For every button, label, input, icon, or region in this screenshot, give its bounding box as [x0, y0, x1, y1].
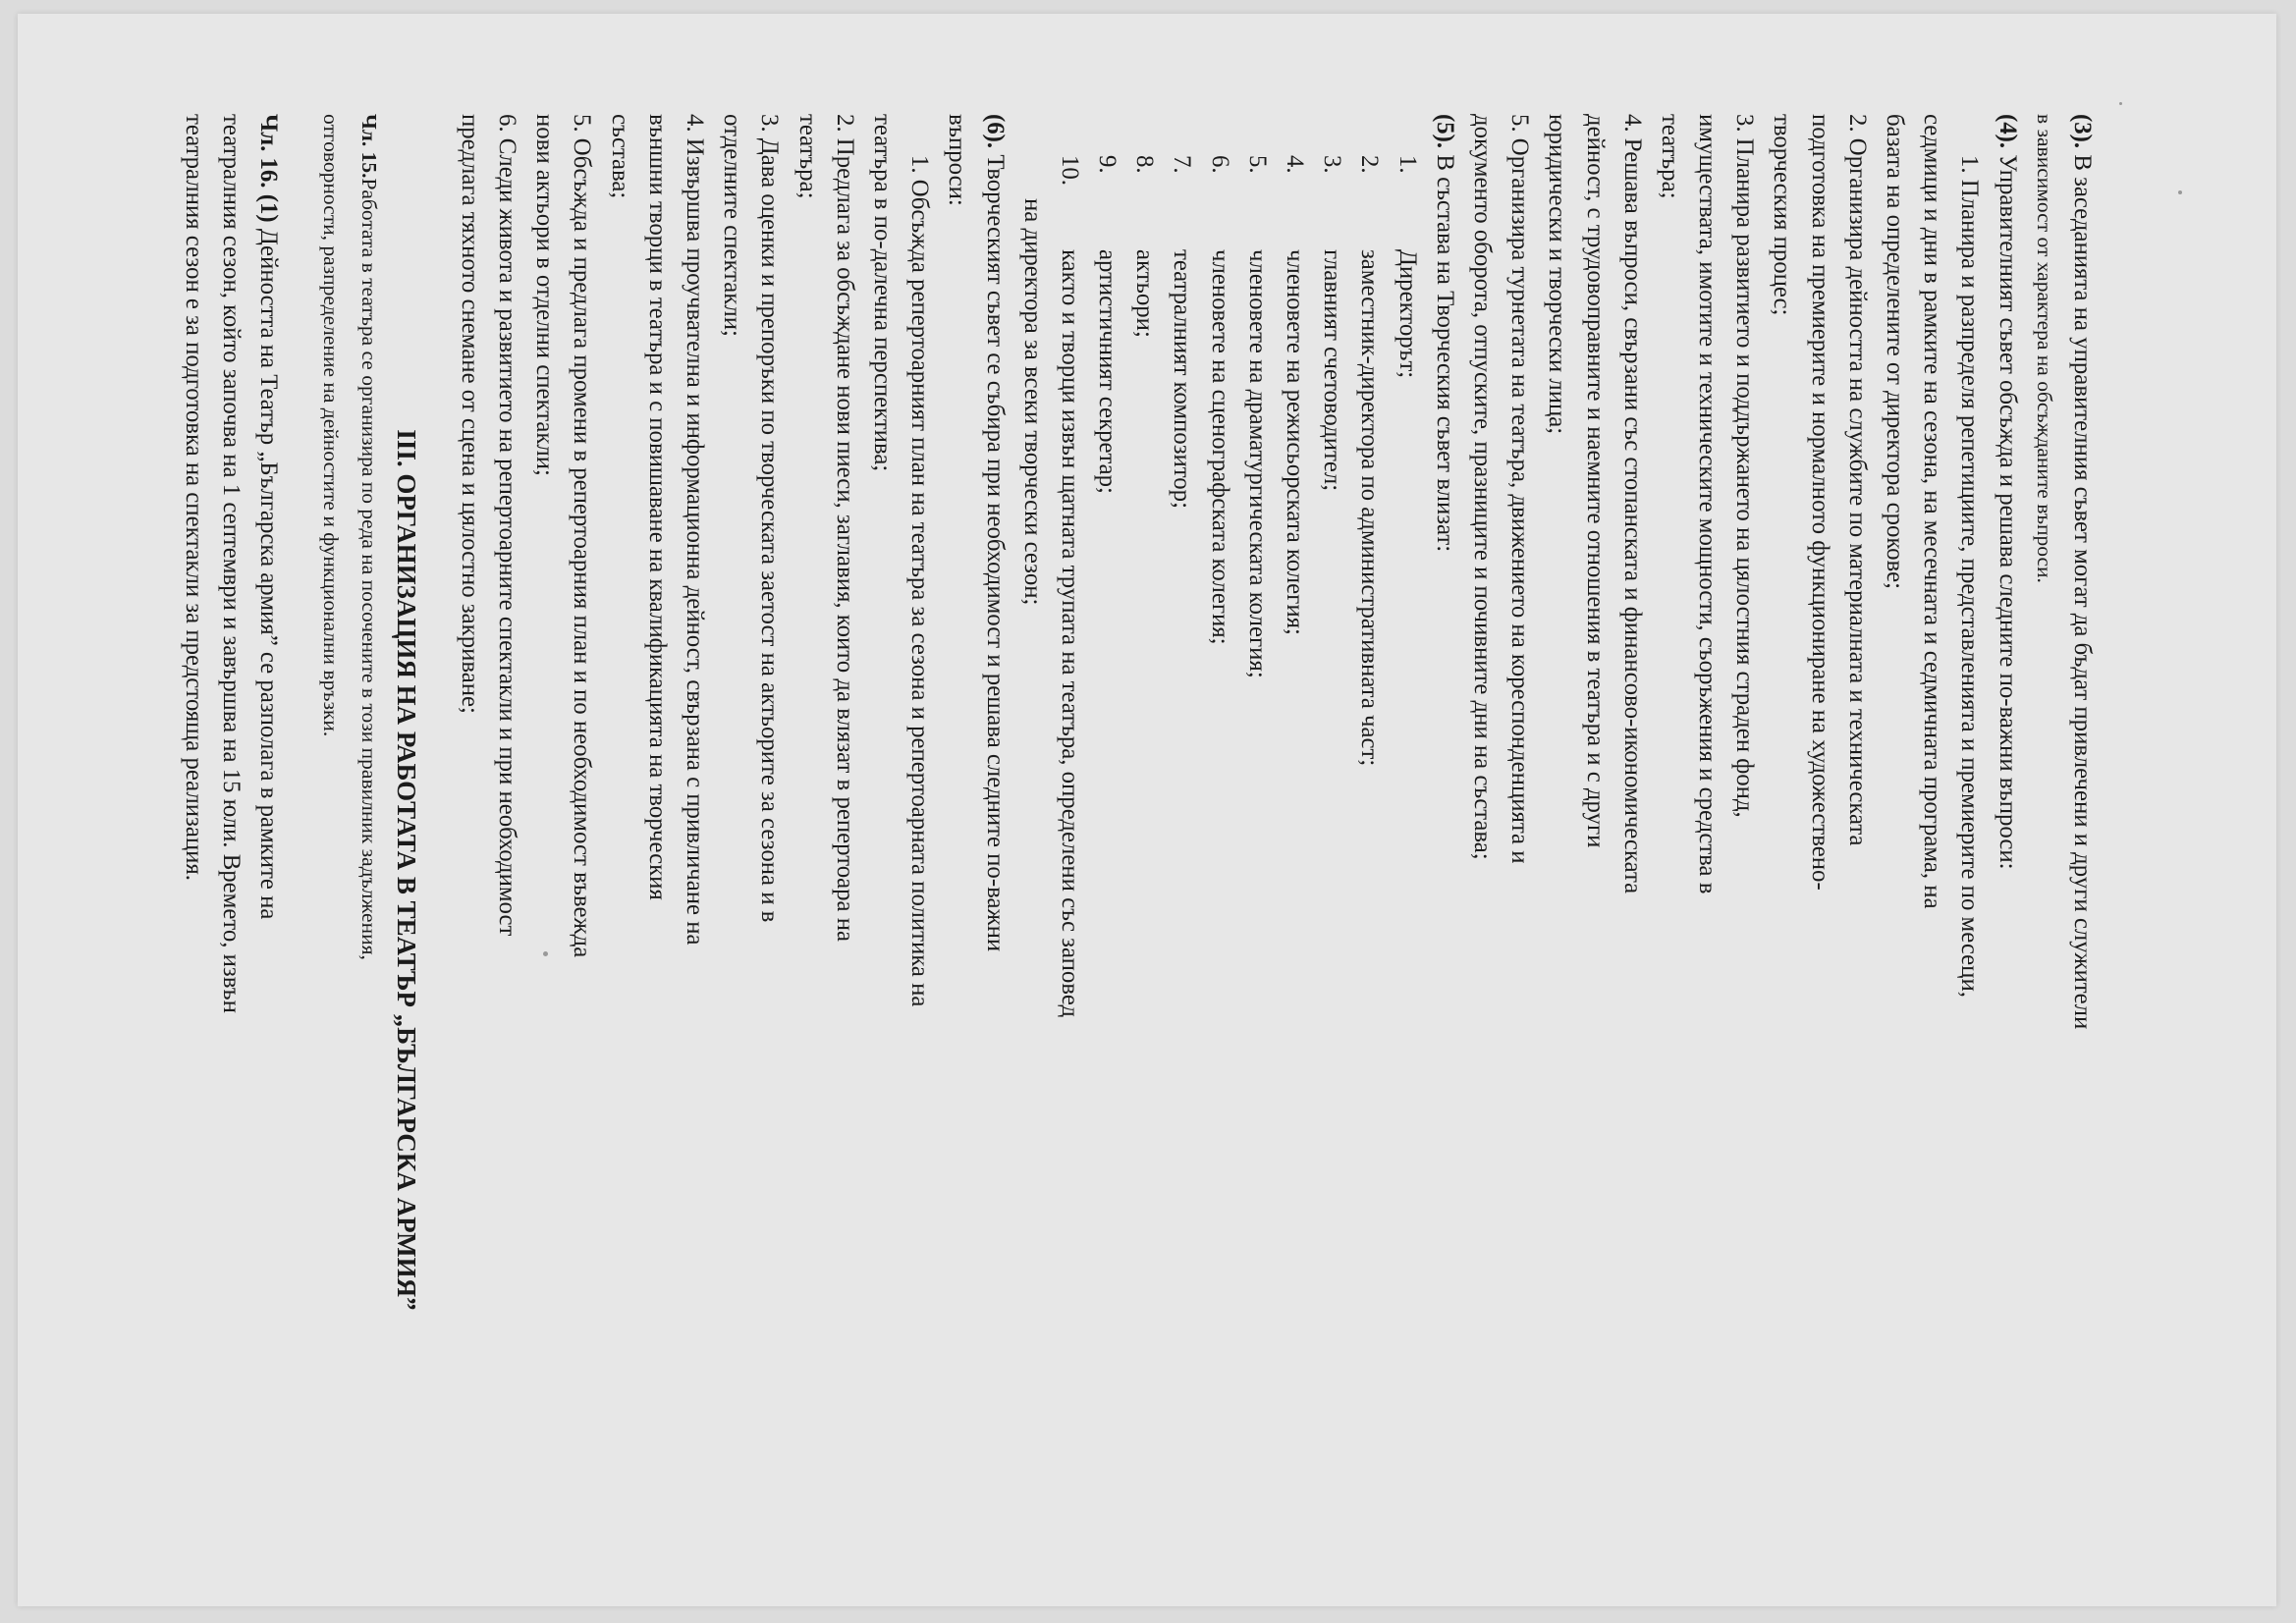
- paragraph-4-line: 3. Планира развитието и поддържането на цялостния страден фонд,: [1731, 114, 1759, 818]
- paragraph-6-intro-cont: въпроси:: [944, 114, 971, 206]
- list-item: [1201, 114, 1238, 1567]
- article-15-label: Чл. 15.: [356, 114, 381, 179]
- paragraph-5-label: (5).: [1431, 114, 1458, 149]
- list-item-continuation: на директора за всеки творчески сезон;: [1018, 198, 1046, 606]
- list-text: както и творци извън щатната трупата на театъра, определени със заповед: [1056, 249, 1083, 1018]
- paragraph-3-line: в зависимост от характера на обсъжданите въпроси.: [2032, 114, 2056, 583]
- paragraph-4-line: 2. Организира дейността на службите по материалната и техническата: [1843, 114, 1871, 846]
- list-text: Директорът;: [1394, 249, 1421, 379]
- list-number: 4.: [1282, 155, 1309, 174]
- text-line: В заседанията на управителния съвет могат да бъдат привлечени и други служители: [2069, 148, 2096, 1030]
- list-number: 2.: [1356, 155, 1384, 174]
- paragraph-4-line: 4. Решава въпроси, свързани със стопанската и финансово-икономическата: [1618, 114, 1646, 894]
- list-item: [1276, 114, 1313, 1567]
- text-line: Работата в театъра се организира по реда на посочените в този правилник задължения,: [356, 178, 381, 960]
- paragraph-6-line: 3. Дава оценки и препоръки по творческата заетост на актьорите за сезона и в: [756, 114, 784, 923]
- spacer: [425, 114, 451, 1567]
- paragraph-3-line: [2063, 114, 2101, 1567]
- text-line: В състава на Творческия съвет влизат:: [1431, 148, 1458, 553]
- paragraph-6-line: театъра в по-далечна перспектива;: [869, 114, 896, 472]
- rotated-page-text: [141, 84, 2155, 1538]
- paragraph-4-line: 1. Планира и разпределя репетициите, представленията и премиерите по месеци,: [1956, 155, 1984, 998]
- list-text: артистичният секретар;: [1094, 249, 1121, 494]
- text-line: Дейността на Театър „Българска армия” се разполага в рамките на: [255, 222, 283, 920]
- paragraph-6-line: театъра;: [793, 114, 821, 199]
- list-number: 10.: [1056, 155, 1083, 186]
- paragraph-4-line: имуществата, имотите и техническите мощности, съоръжения и средства в: [1694, 114, 1722, 894]
- list-text: членовете на режисьорската колегия;: [1282, 249, 1309, 635]
- paragraph-6-line: отделните спектакли;: [719, 114, 746, 337]
- list-number: 1.: [1394, 155, 1421, 174]
- paragraph-3-label: (3).: [2069, 114, 2096, 149]
- list-number: 9.: [1094, 155, 1121, 174]
- list-text: членовете на сценографската колегия;: [1206, 249, 1233, 645]
- paragraph-6-line: нови актьори в отделни спектакли;: [531, 114, 559, 476]
- list-text: главният счетоводител;: [1319, 249, 1346, 492]
- paragraph-6-line: предлага тяхното снемане от сцена и цялостно закриване;: [456, 114, 483, 714]
- paragraph-6-line: 2. Предлага за обсъждане нови пиеси, заглавия, които да влязат в репертоара на: [831, 114, 858, 942]
- paragraph-6-line: състава;: [606, 114, 633, 199]
- paragraph-6-line: 6. Следи живота и развитието на репертоарните спектакли и при необходимост: [494, 114, 521, 937]
- paragraph-4-line: седмици и дни в рамките на сезона, на месечната и седмичната програма, на: [1919, 114, 1946, 909]
- paragraph-6-line: 5. Обсъжда и предлага промени в репертоарния план и по необходимост въвежда: [569, 114, 596, 958]
- paragraph-4-line: 5. Организира турнетата на театъра, движението на кореспонденцията и: [1506, 114, 1534, 864]
- list-item: [1051, 114, 1088, 1567]
- list-number: 6.: [1206, 155, 1233, 174]
- paragraph-6-line: 4. Извършва проучвателна и информационна дейност, свързана с привличане на: [682, 114, 709, 946]
- list-item: [1350, 114, 1388, 1567]
- paragraph-4-line: базата на определените от директора срокове;: [1882, 114, 1909, 590]
- list-item: [1388, 114, 1425, 1567]
- paragraph-4-label: (4).: [1994, 114, 2021, 149]
- text-line: Управителният съвет обсъжда и решава следните по-важни въпроси:: [1994, 148, 2021, 870]
- list-text: членовете на драматургическата колегия;: [1243, 249, 1271, 678]
- article-16-label: Чл. 16. (1): [255, 114, 283, 223]
- list-item: [1088, 114, 1125, 1567]
- list-item: [1163, 114, 1200, 1567]
- paragraph-6-label: (6).: [981, 114, 1009, 149]
- list-text: актьори;: [1131, 249, 1159, 338]
- document-body: [175, 114, 2101, 1567]
- paragraph-4-line: творческия процес;: [1769, 114, 1796, 316]
- paragraph-4-line: документо оборота, отпуските, празниците и почивните дни на състава;: [1469, 114, 1496, 860]
- paragraph-4-line: юридически и творчески лица;: [1544, 114, 1571, 435]
- article-16-line: театралния сезон, който започва на 1 септември и завършва на 15 юли. Времето, извън: [218, 114, 245, 1013]
- paragraph-4-line: дейност, с трудовоправните и наемните отношения в театъра и с други: [1581, 114, 1609, 848]
- list-text: заместник-директора по административната част;: [1356, 249, 1384, 767]
- list-item: [1313, 114, 1350, 1567]
- list-number: 5.: [1243, 155, 1271, 174]
- article-15-line: [350, 114, 387, 1567]
- paragraph-6-line: 1. Обсъжда репертоарният план на театъра за сезона и репертоарната политика на: [906, 155, 934, 1007]
- article-16-line: [249, 114, 287, 1567]
- paragraph-6-intro: [975, 114, 1012, 1567]
- paragraph-6-line: външни творци в театъра и с повишаване на квалификацията на творческия: [643, 114, 671, 900]
- list-number: 7.: [1169, 155, 1196, 174]
- paragraph-5-intro: [1426, 114, 1463, 1567]
- paragraph-4-intro: [1988, 114, 2025, 1567]
- list-text: театралният композитор;: [1169, 249, 1196, 509]
- paragraph-4-line: театъра;: [1656, 114, 1683, 199]
- scan-speck: [2178, 190, 2182, 194]
- text-line: Творческият съвет се събира при необходимост и решава следните по-важни: [981, 148, 1009, 952]
- article-16-line: театралния сезон е за подготовка на спектакли за предстояща реализация.: [180, 114, 207, 881]
- paragraph-4-line: подготовка на премиерите и нормалното функциониране на художествено-: [1806, 114, 1833, 891]
- list-number: 3.: [1319, 155, 1346, 174]
- list-item: [1238, 114, 1276, 1567]
- article-15-line: отговорности, разпределение на дейностите и функционални връзки.: [319, 114, 344, 737]
- section-heading: III. ОРГАНИЗАЦИЯ НА РАБОТАТА В ТЕАТЪР „БЪЛГАРСКА АРМИЯ”: [391, 429, 421, 1311]
- list-item: [1125, 114, 1163, 1567]
- spacer: [287, 114, 312, 1567]
- list-number: 8.: [1131, 155, 1159, 174]
